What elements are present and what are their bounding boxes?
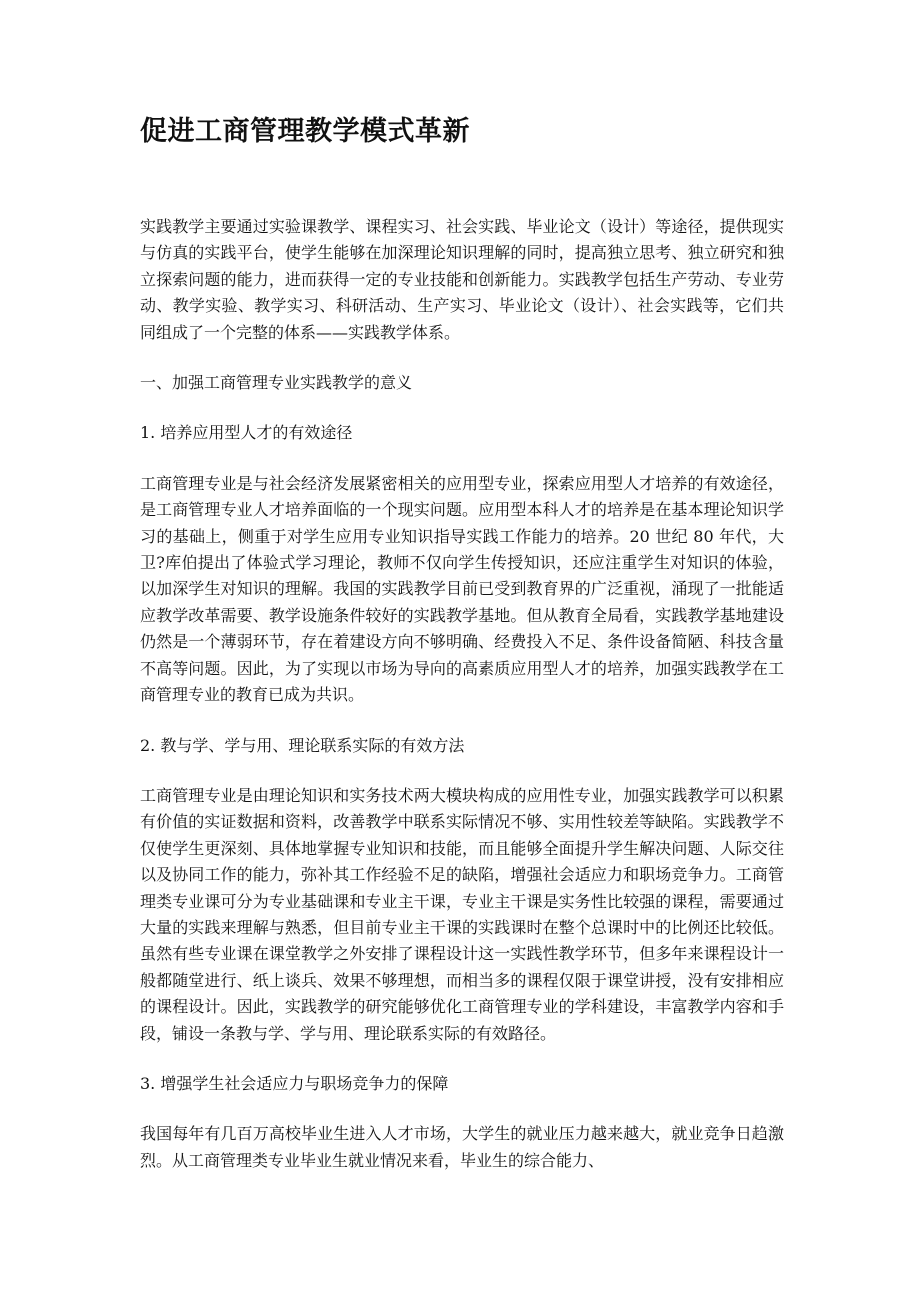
subsection-heading-1: 1. 培养应用型人才的有效途径 [140,423,353,443]
subsection-paragraph-2: 工商管理专业是由理论知识和实务技术两大模块构成的应用性专业，加强实践教学可以积累有价值的实证数据和资料，改善教学中联系实际情况不够、实用性较差等缺陷。实践教学不仅使学生更深刻、具体地掌握专业知识和技能，而且能够全面提升学生解决问题、人际交往以及协同工作的能力，弥补其工作经验不足的缺陷，增强社会适应力和职场竞争力。工商管理类专业课可分为专业基础课和专业主干课，专业主干课是实务性比较强的课程，需要通过大量的实践来理解与熟悉，但目前专业主干课的实践课时在整个总课时中的比例还比较低。虽然有些专业课在课堂教学之外安排了课程设计这一实践性教学环节，但多年来课程设计一般都随堂进行、纸上谈兵、效果不够理想，而相当多的课程仅限于课堂讲授，没有安排相应的课程设计。因此，实践教学的研究能够优化工商管理专业的学科建设，丰富教学内容和手段，铺设一条教与学、学与用、理论联系实际的有效路径。 [140,785,784,1043]
section-heading-significance: 一、加强工商管理专业实践教学的意义 [140,373,413,393]
intro-paragraph: 实践教学主要通过实验课教学、课程实习、社会实践、毕业论文（设计）等途径，提供现实与仿真的实践平台，使学生能够在加深理论知识理解的同时，提高独立思考、独立研究和独立探索问题的能力，进而获得一定的专业技能和创新能力。实践教学包括生产劳动、专业劳动、教学实验、教学实习、科研活动、生产实习、毕业论文（设计）、社会实践等，它们共同组成了一个完整的体系——实践教学体系。 [140,217,784,342]
subsection-heading-2: 2. 教与学、学与用、理论联系实际的有效方法 [140,735,465,755]
document-title: 促进工商管理教学模式革新 [140,116,470,147]
subsection-paragraph-3: 我国每年有几百万高校毕业生进入人才市场，大学生的就业压力越来越大，就业竞争日趋激烈。从工商管理类专业毕业生就业情况来看，毕业生的综合能力、 [140,1124,784,1170]
document-body [140,214,784,1198]
subsection-heading-3: 3. 增强学生社会适应力与职场竞争力的保障 [140,1073,449,1093]
subsection-paragraph-1: 工商管理专业是与社会经济发展紧密相关的应用型专业，探索应用型人才培养的有效途径，是工商管理专业人才培养面临的一个现实问题。应用型本科人才的培养是在基本理论知识学习的基础上，侧重于对学生应用专业知识指导实践工作能力的培养。20 世纪 80 年代，大卫?库伯提出了体验式学习理论，教师不仅向学生传授知识，还应注重学生对知识的体验，以加深学生对知识的理解。我国的实践教学目前已受到教育界的广泛重视，涌现了一批能适应教学改革需要、教学设施条件较好的实践教学基地。但从教育全局看，实践教学基地建设仍然是一个薄弱环节，存在着建设方向不够明确、经费投入不足、条件设备简陋、科技含量不高等问题。因此，为了实现以市场为导向的高素质应用型人才的培养，加强实践教学在工商管理专业的教育已成为共识。 [140,473,784,705]
